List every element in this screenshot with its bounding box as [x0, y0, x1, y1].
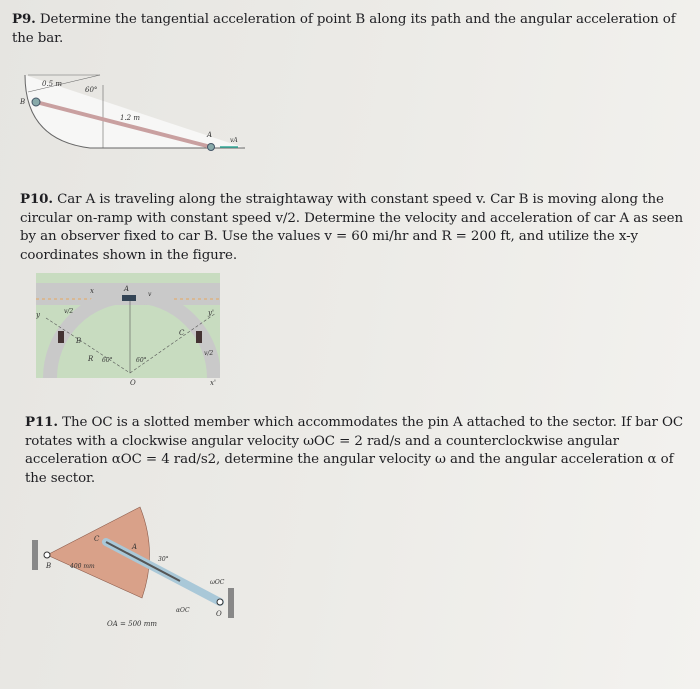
svg-text:x': x'	[210, 379, 216, 387]
figure-p9	[0, 70, 260, 162]
svg-text:A: A	[124, 285, 130, 293]
svg-text:vA: vA	[230, 137, 238, 144]
svg-text:60°: 60°	[102, 357, 113, 364]
svg-text:OA = 500 mm: OA = 500 mm	[107, 620, 157, 628]
figure-p10	[36, 273, 220, 393]
problem-text: The OC is a slotted member which accommodates the pin A attached to the sector. If bar OC rotates with a clockwise angular velocity ωOC = 2 rad/s and a counterclockwise angular acceleration αOC = 4 rad/s2, determine the angular velocity ω and the angular acceleration α of the sector.	[25, 415, 684, 486]
problem-number: P11.	[25, 414, 58, 430]
svg-text:x: x	[90, 287, 94, 295]
svg-text:60°: 60°	[85, 86, 98, 94]
problem-text: Determine the tangential acceleration of point B along its path and the angular acceleration of the bar.	[12, 12, 676, 46]
svg-text:O: O	[216, 610, 222, 618]
svg-text:A: A	[207, 131, 213, 139]
problem-p10	[20, 190, 685, 265]
svg-text:αOC: αOC	[176, 607, 190, 614]
svg-text:y': y'	[208, 309, 214, 317]
svg-text:ωOC: ωOC	[210, 579, 225, 586]
svg-text:30°: 30°	[158, 556, 169, 563]
svg-text:y: y	[36, 311, 40, 319]
problem-number: P10.	[20, 191, 53, 207]
figure-p11	[30, 502, 240, 632]
problem-number: P9.	[12, 11, 36, 27]
svg-text:400 mm: 400 mm	[70, 563, 95, 570]
svg-text:R: R	[88, 355, 94, 363]
svg-text:A: A	[132, 543, 138, 551]
svg-text:C: C	[94, 535, 100, 543]
problem-text: Car A is traveling along the straightaway with constant speed v. Car B is moving along the circular on-ramp with constant speed v/2. Determine the velocity and acceleration of car A as seen by an observer fixed to car B. Use the values v = 60 mi/hr and R = 200 ft, and utilize the x-y coordinates shown in the figure.	[20, 192, 683, 263]
problem-p11	[25, 413, 685, 488]
svg-text:0.5 m: 0.5 m	[42, 80, 62, 88]
svg-text:1.2 m: 1.2 m	[120, 114, 140, 122]
svg-text:v/2: v/2	[64, 308, 74, 315]
svg-text:B: B	[46, 562, 52, 570]
svg-text:O: O	[130, 379, 136, 387]
svg-text:v/2: v/2	[204, 350, 214, 357]
svg-text:B: B	[20, 98, 26, 106]
svg-text:C: C	[179, 329, 185, 337]
svg-text:v: v	[148, 291, 152, 298]
svg-text:60°: 60°	[136, 357, 147, 364]
problem-p9	[12, 10, 692, 48]
svg-text:B: B	[76, 337, 82, 345]
